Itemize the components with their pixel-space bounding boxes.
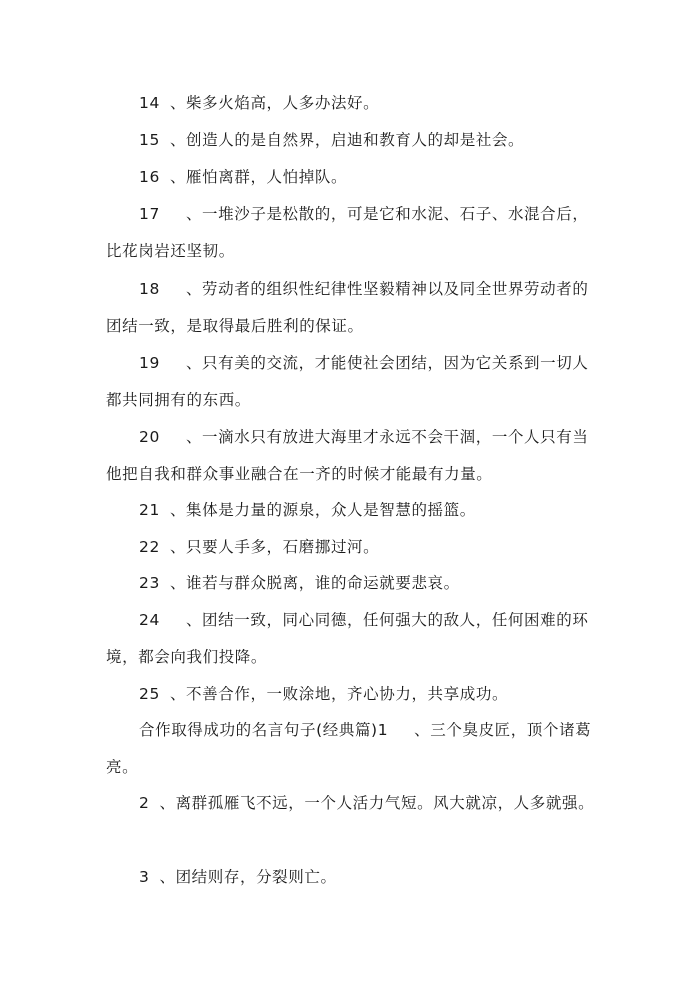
quote-number: 17 bbox=[139, 205, 160, 223]
quote-text: 、一滴水只有放进大海里才永远不会干涸，一个人只有当 bbox=[185, 428, 589, 446]
section-first-continuation bbox=[106, 756, 138, 778]
quote-20-continuation bbox=[106, 463, 492, 485]
quote-text-continuation: 他把自我和群众事业融合在一齐的时候才能最有力量。 bbox=[106, 465, 493, 483]
quote-number: 14 bbox=[139, 94, 160, 112]
section-heading: 合作取得成功的名言句子(经典篇)1 bbox=[139, 721, 389, 739]
quote-text-continuation: 境，都会向我们投降。 bbox=[106, 648, 268, 666]
quote-text: 、只有美的交流，才能使社会团结，因为它关系到一切人 bbox=[185, 354, 589, 372]
quote-number: 23 bbox=[139, 574, 160, 592]
quote-number: 24 bbox=[139, 611, 160, 629]
quote-text: 、团结一致，同心同德，任何强大的敌人，任何困难的环 bbox=[185, 611, 589, 629]
quote-22 bbox=[139, 536, 379, 558]
quote-text: 、柴多火焰高，人多办法好。 bbox=[169, 94, 380, 112]
quote-25 bbox=[139, 683, 508, 705]
quote-17 bbox=[139, 203, 588, 225]
quote-text-continuation: 都共同拥有的东西。 bbox=[106, 391, 251, 409]
quote-number: 18 bbox=[139, 280, 160, 298]
quote-18-continuation bbox=[106, 315, 364, 337]
quote-text-continuation: 比花岗岩还坚韧。 bbox=[106, 242, 235, 260]
quote-text: 、劳动者的组织性纪律性坚毅精神以及同全世界劳动者的 bbox=[185, 280, 589, 298]
quote-2 bbox=[139, 792, 594, 814]
quote-text: 、团结则存，分裂则亡。 bbox=[159, 868, 337, 886]
quote-text: 、集体是力量的源泉，众人是智慧的摇篮。 bbox=[169, 501, 476, 519]
quote-24-continuation bbox=[106, 646, 267, 668]
quote-21 bbox=[139, 499, 476, 521]
quote-text: 、只要人手多，石磨挪过河。 bbox=[169, 538, 380, 556]
quote-18 bbox=[139, 278, 588, 300]
quote-text: 、雁怕离群，人怕掉队。 bbox=[169, 168, 348, 186]
quote-text: 、不善合作，一败涂地，齐心协力，共享成功。 bbox=[169, 685, 509, 703]
quote-text: 、离群孤雁飞不远，一个人活力气短。风大就凉，人多就强。 bbox=[159, 794, 595, 812]
quote-text-continuation: 亮。 bbox=[106, 758, 139, 776]
quote-3 bbox=[139, 866, 337, 888]
quote-number: 15 bbox=[139, 131, 160, 149]
quote-number: 2 bbox=[139, 794, 150, 812]
quote-15 bbox=[139, 129, 524, 151]
quote-17-continuation bbox=[106, 240, 235, 262]
quote-number: 21 bbox=[139, 501, 160, 519]
quote-number: 22 bbox=[139, 538, 160, 556]
quote-16 bbox=[139, 166, 347, 188]
quote-20 bbox=[139, 426, 588, 448]
quote-23 bbox=[139, 572, 460, 594]
quote-text: 、三个臭皮匠，顶个诸葛 bbox=[414, 721, 592, 739]
quote-text: 、谁若与群众脱离，谁的命运就要悲哀。 bbox=[169, 574, 460, 592]
quote-24 bbox=[139, 609, 588, 631]
quote-number: 19 bbox=[139, 354, 160, 372]
quote-number: 20 bbox=[139, 428, 160, 446]
quote-19 bbox=[139, 352, 588, 374]
quote-number: 25 bbox=[139, 685, 160, 703]
quote-text: 、一堆沙子是松散的，可是它和水泥、石子、水混合后， bbox=[185, 205, 589, 223]
quote-text: 、创造人的是自然界，启迪和教育人的却是社会。 bbox=[169, 131, 525, 149]
quote-text-continuation: 团结一致，是取得最后胜利的保证。 bbox=[106, 317, 364, 335]
quote-number: 3 bbox=[139, 868, 150, 886]
quote-19-continuation bbox=[106, 389, 251, 411]
section-heading-line bbox=[139, 719, 591, 741]
quote-14 bbox=[139, 92, 379, 114]
quote-number: 16 bbox=[139, 168, 160, 186]
